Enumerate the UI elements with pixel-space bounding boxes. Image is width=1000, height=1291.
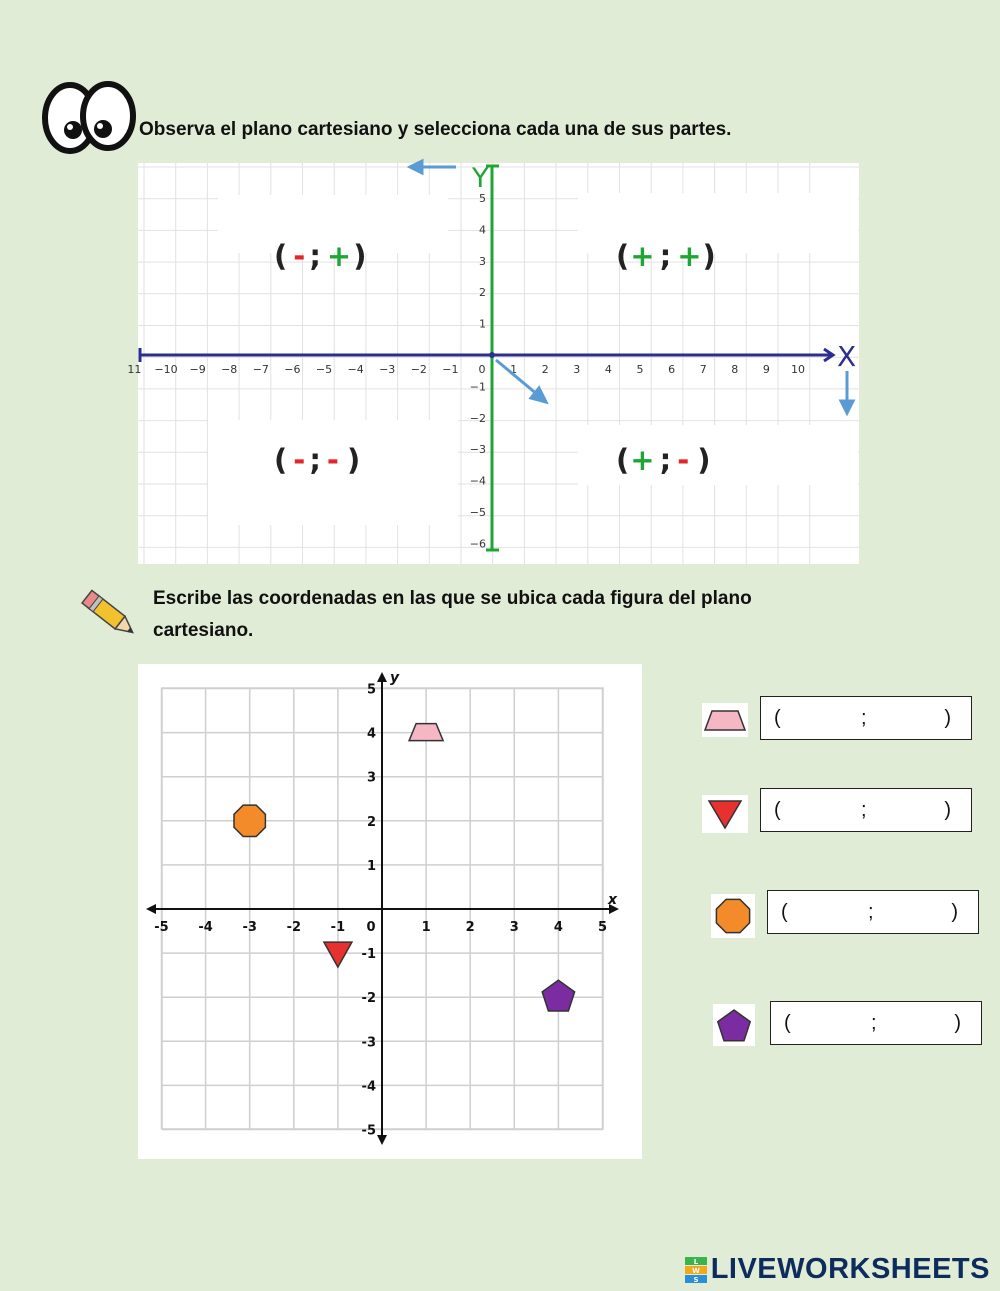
pencil-icon xyxy=(78,585,142,647)
x-axis-label[interactable]: X xyxy=(837,340,857,373)
y-tick-label: 4 xyxy=(479,223,486,237)
quadrant-3-signs[interactable]: ( - ; - ) xyxy=(274,443,361,477)
pentagon-icon xyxy=(713,1004,755,1046)
y-tick-label-2: 2 xyxy=(366,814,376,830)
x-tick-label: 10 xyxy=(791,363,805,376)
answer-box-octagon[interactable]: ( ; ) xyxy=(767,890,979,934)
y-tick-label: −2 xyxy=(469,411,486,425)
x-axis-label-2: x xyxy=(608,892,618,908)
y-tick-label: 3 xyxy=(479,254,486,268)
answer-box-pentagon[interactable]: ( ; ) xyxy=(770,1001,982,1045)
x-tick-label: −5 xyxy=(315,363,333,376)
x-tick-label: 3 xyxy=(573,363,581,376)
y-tick-label: −4 xyxy=(469,474,486,488)
x-tick-label: 2 xyxy=(541,363,549,376)
trapezoid-icon xyxy=(702,703,748,737)
y-tick-label-2: -4 xyxy=(361,1079,376,1095)
x-tick-label: 4 xyxy=(604,363,612,376)
coordinate-graph xyxy=(138,664,642,1159)
liveworksheets-logo[interactable] xyxy=(685,1253,990,1286)
x-tick-label-2: -3 xyxy=(242,920,257,935)
x-tick-label: 1 xyxy=(510,363,518,376)
x-tick-label-2: -2 xyxy=(286,920,302,935)
x-tick-label: −2 xyxy=(410,363,427,376)
octagon-figure[interactable] xyxy=(234,805,265,836)
x-tick-label: −7 xyxy=(252,363,269,376)
svg-text:S: S xyxy=(693,1275,699,1284)
y-tick-label: 2 xyxy=(479,286,486,300)
y-tick-label-2: 4 xyxy=(366,726,376,742)
instruction-write-line1: Escribe las coordenadas en las que se ubica cada figura del plano xyxy=(153,588,752,609)
x-tick-label: −4 xyxy=(347,363,364,376)
x-tick-label: −6 xyxy=(284,363,301,376)
y-axis-label[interactable]: Y xyxy=(472,163,489,194)
quadrant-1-signs[interactable]: (+ ; +) xyxy=(616,239,716,273)
x-tick-label: 5 xyxy=(636,363,644,376)
y-tick-label-2: -3 xyxy=(361,1035,376,1051)
logo-badge-icon xyxy=(685,1257,707,1283)
x-tick-label: 8 xyxy=(731,363,739,376)
y-tick-label: 1 xyxy=(479,317,486,331)
svg-text:W: W xyxy=(691,1266,700,1275)
y-tick-label: 5 xyxy=(479,192,486,205)
y-tick-label-2: -5 xyxy=(361,1123,376,1139)
y-tick-label-2: 3 xyxy=(366,770,376,786)
x-tick-label: −9 xyxy=(189,363,206,376)
quadrant-2-signs[interactable]: ( - ; +) xyxy=(274,239,367,273)
y-tick-label-2: 1 xyxy=(366,858,376,874)
octagon-icon xyxy=(711,894,755,938)
cartesian-plane-signs xyxy=(127,163,859,564)
x-tick-label-2: -5 xyxy=(154,920,169,935)
y-axis-label-2: y xyxy=(390,670,400,686)
eyes-icon xyxy=(40,80,138,156)
x-tick-label: 11 xyxy=(127,363,142,376)
x-tick-label: −8 xyxy=(221,363,238,376)
y-tick-label-2: 5 xyxy=(366,682,376,698)
svg-text:L: L xyxy=(693,1257,698,1266)
brand-name: LIVEWORKSHEETS xyxy=(710,1253,990,1285)
x-tick-label: 6 xyxy=(668,363,676,376)
triangle-icon xyxy=(702,795,748,833)
x-tick-label: 9 xyxy=(762,363,770,376)
y-tick-label-2: -2 xyxy=(361,991,376,1007)
quadrant-4-signs[interactable]: (+ ; - ) xyxy=(616,443,711,477)
answer-box-trapezoid[interactable]: ( ; ) xyxy=(760,696,972,740)
x-tick-label-2: 2 xyxy=(465,920,475,935)
x-tick-label: 7 xyxy=(699,363,707,376)
answer-box-triangle[interactable]: ( ; ) xyxy=(760,788,972,832)
y-tick-label: −1 xyxy=(469,380,486,394)
y-tick-label: −5 xyxy=(469,506,486,519)
x-tick-label-2: 5 xyxy=(597,920,608,935)
y-tick-label-2: -1 xyxy=(361,947,376,963)
x-tick-label-2: -1 xyxy=(330,920,346,935)
x-tick-label-2: 3 xyxy=(509,920,519,935)
y-tick-label: −6 xyxy=(469,537,486,551)
x-tick-label-2: 0 xyxy=(366,920,376,935)
x-tick-label: −1 xyxy=(442,363,459,376)
x-tick-label: −10 xyxy=(154,363,178,376)
origin-point[interactable] xyxy=(489,352,495,358)
x-tick-label: 0 xyxy=(478,363,486,376)
y-tick-label: −3 xyxy=(469,443,486,457)
instruction-observe: Observa el plano cartesiano y selecciona cada una de sus partes. xyxy=(139,119,732,140)
x-tick-label: −3 xyxy=(379,363,396,376)
instruction-write-line2: cartesiano. xyxy=(153,620,254,641)
x-tick-label-2: -4 xyxy=(198,920,213,935)
x-tick-label-2: 4 xyxy=(553,920,563,935)
x-tick-label-2: 1 xyxy=(421,920,431,935)
